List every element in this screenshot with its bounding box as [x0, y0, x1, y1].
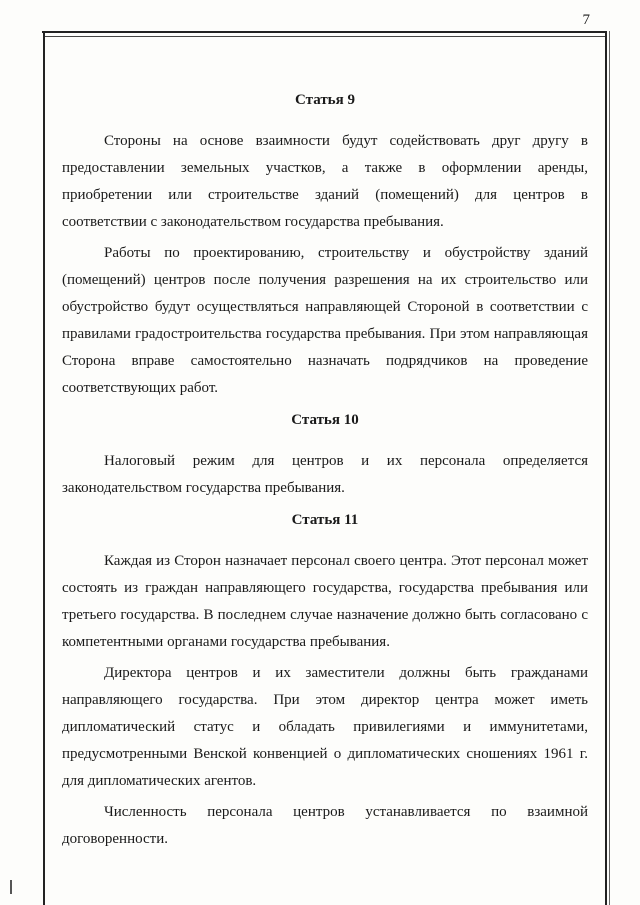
article-11-paragraph-1: Каждая из Сторон назначает персонал своего центра. Этот персонал может состоять из граждан направляющего государства, государства пребывания или третьего государства. В последнем случае назначение должно быть согласовано с компетентными органами государства пребывания.: [62, 553, 588, 650]
scan-speck: [10, 880, 12, 894]
document-body: [62, 90, 588, 853]
article-9-paragraph-1: Стороны на основе взаимности будут содействовать друг другу в предоставлении земельных участков, а также в оформлении аренды, приобретении или строительстве зданий (помещений) для центров в соответствии с законодательством государства пребывания.: [62, 133, 588, 230]
article-10-paragraph-1: Налоговый режим для центров и их персонала определяется законодательством государства пребывания.: [62, 453, 588, 496]
frame-border-left: [43, 31, 45, 905]
article-10-heading: Статья 10: [291, 412, 359, 428]
article-9-paragraph-2: Работы по проектированию, строительству и обустройству зданий (помещений) центров после получения разрешения на их строительство или обустройство будут осуществляться направляющей Стороной в соответствии с правилами градостроительства государства пребывания. При этом направляющая Сторона вправе самостоятельно назначать подрядчиков на проведение соответствующих работ.: [62, 245, 588, 396]
article-11-heading: Статья 11: [291, 512, 359, 528]
frame-border-top: [42, 31, 607, 33]
frame-border-right: [605, 31, 607, 905]
article-11-paragraph-3: Численность персонала центров устанавливается по взаимной договоренности.: [62, 804, 588, 847]
frame-border-top-inner: [45, 36, 607, 37]
article-11-paragraph-2: Директора центров и их заместители должны быть гражданами направляющего государства. При этом директор центра может иметь дипломатический статус и обладать привилегиями и иммунитетами, предусмотренными Венской конвенцией о дипломатических сношениях 1961 г. для дипломатических агентов.: [62, 665, 588, 789]
article-9-heading: Статья 9: [295, 92, 355, 108]
frame-border-right-outer: [609, 31, 610, 905]
page-number: 7: [582, 12, 590, 28]
